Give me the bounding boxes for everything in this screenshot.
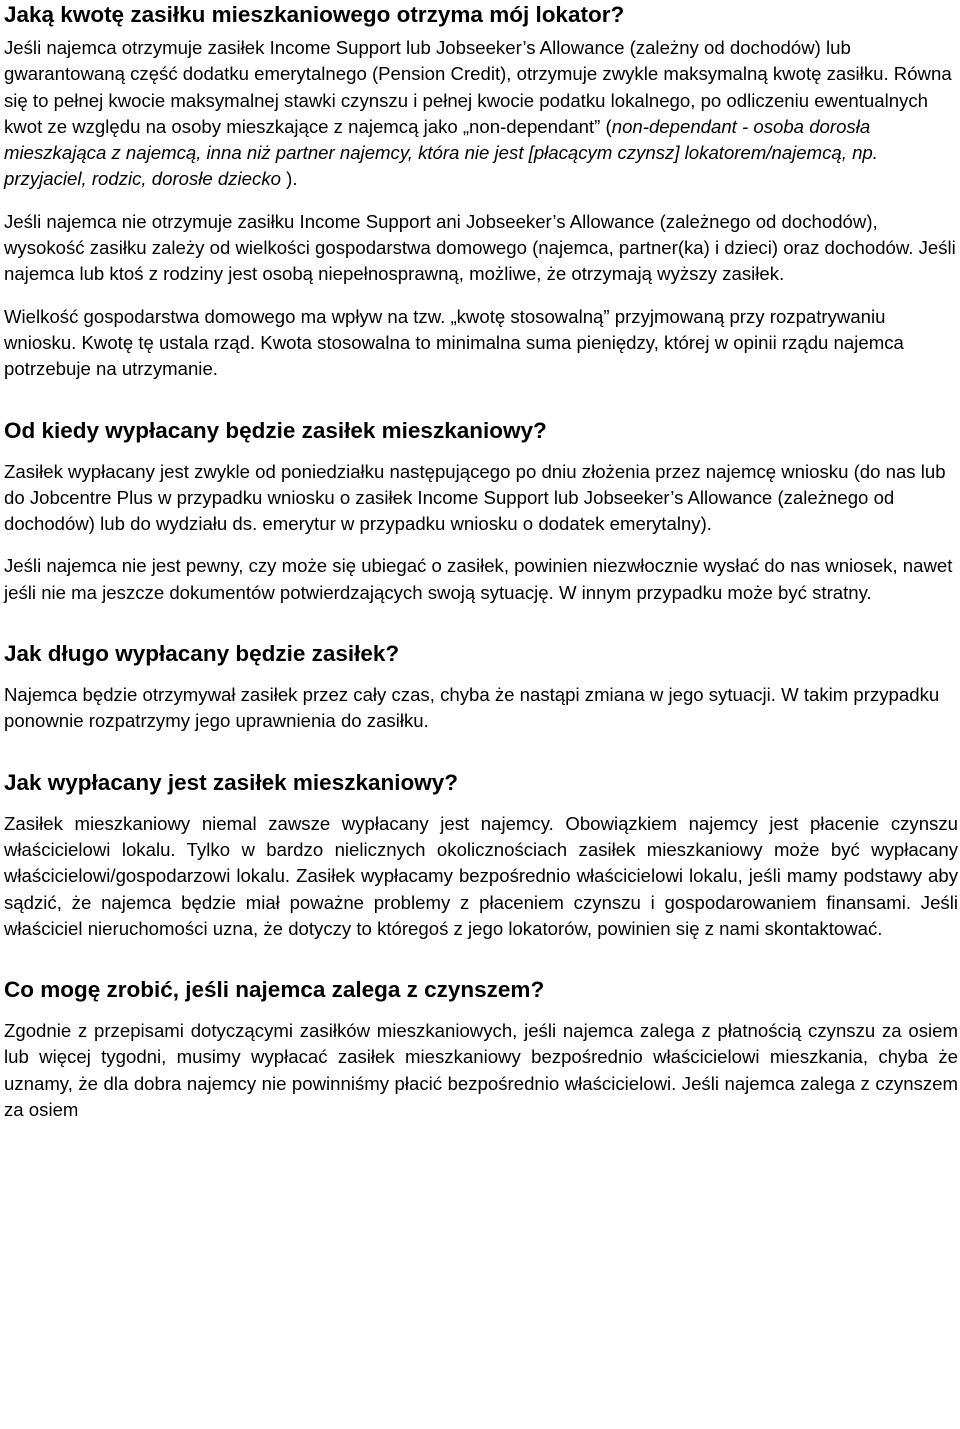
paragraph-applicable-amount: Wielkość gospodarstwa domowego ma wpływ na tzw. „kwotę stosowalną” przyjmowaną przy rozpatrywaniu wniosku. Kwotę tę ustala rząd. Kwota stosowalna to minimalna suma pieniędzy, której w opinii rządu najemca potrzebuje na utrzymanie.	[4, 305, 904, 380]
section-heading-arrears: Co mogę zrobić, jeśli najemca zalega z czynszem?	[4, 977, 545, 1003]
paragraph-apply-promptly: Jeśli najemca nie jest pewny, czy może się ubiegać o zasiłek, powinien niezwłocznie wysłać do nas wniosek, nawet jeśli nie ma jeszcze dokumentów potwierdzających swoją sytuację. W innym przypadku może być stratny.	[4, 555, 953, 603]
non-dependant-definition: non-dependant - osoba dorosła mieszkająca z najemcą, inna niż partner najemcy, która nie jest [płacącym czynsz] lokatorem/najemcą, np. przyjaciel, rodzic, dorosłe dziecko	[4, 115, 878, 190]
section-heading-start-date: Od kiedy wypłacany będzie zasiłek mieszkaniowy?	[4, 417, 547, 443]
paragraph-duration: Najemca będzie otrzymywał zasiłek przez cały czas, chyba że nastąpi zmiana w jego sytuacji. W takim przypadku ponownie rozpatrzymy jego uprawnienia do zasiłku.	[4, 684, 940, 732]
document-page	[4, 0, 958, 1123]
paragraph-text-end: ).	[280, 168, 298, 190]
paragraph-household-size: Jeśli najemca nie otrzymuje zasiłku Income Support ani Jobseeker’s Allowance (zależnego od dochodów), wysokość zasiłku zależy od wielkości gospodarstwa domowego (najemca, partner(ka) i dzieci) oraz dochodów. Jeśli najemca lub ktoś z rodziny jest osobą niepełnosprawną, możliwe, że otrzymają wyższy zasiłek.	[4, 210, 956, 285]
section-heading-amount: Jaką kwotę zasiłku mieszkaniowego otrzyma mój lokator?	[4, 2, 625, 27]
paragraph-max-benefit	[4, 35, 958, 193]
paragraph-arrears: Zgodnie z przepisami dotyczącymi zasiłków mieszkaniowych, jeśli najemca zalega z płatnością czynszu za osiem lub więcej tygodni, musimy wypłacać zasiłek mieszkaniowy bezpośrednio właścicielowi mieszkania, chyba że uznamy, że dla dobra najemcy nie powinniśmy płacić bezpośrednio właścicielowi. Jeśli najemca zalega z czynszem za osiem	[4, 1020, 958, 1121]
paragraph-payment: Zasiłek mieszkaniowy niemal zawsze wypłacany jest najemcy. Obowiązkiem najemcy jest płacenie czynszu właścicielowi lokalu. Tylko w bardzo nielicznych okolicznościach zasiłek mieszkaniowy może być wypłacany właścicielowi/gospodarzowi lokalu. Zasiłek wypłacamy bezpośrednio właścicielowi lokalu, jeśli mamy podstawy aby sądzić, że najemca będzie miał poważne problemy z płaceniem czynszu i gospodarowaniem finansami. Jeśli właściciel nieruchomości uzna, że dotyczy to któregoś z jego lokatorów, powinien się z nami skontaktować.	[4, 812, 958, 939]
section-heading-payment: Jak wypłacany jest zasiłek mieszkaniowy?	[4, 769, 458, 795]
paragraph-text: Jeśli najemca otrzymuje zasiłek Income Support lub Jobseeker’s Allowance (zależny od dochodów) lub gwarantowaną część dodatku emerytalnego (Pension Credit), otrzymuje zwykle maksymalną kwotę zasiłku. Równa się to pełnej kwocie maksymalnej stawki czynszu i pełnej kwocie podatku lokalnego, po odliczeniu ewentualnych kwot ze względu na osoby mieszkające z najemcą jako „non-dependant” (	[4, 37, 952, 137]
paragraph-start-date: Zasiłek wypłacany jest zwykle od poniedziałku następującego po dniu złożenia przez najemcę wniosku (do nas lub do Jobcentre Plus w przypadku wniosku o zasiłek Income Support lub Jobseeker’s Allowance (zależnego od dochodów) lub do wydziału ds. emerytur w przypadku wniosku o dodatek emerytalny).	[4, 460, 946, 535]
section-heading-duration: Jak długo wypłacany będzie zasiłek?	[4, 641, 400, 667]
